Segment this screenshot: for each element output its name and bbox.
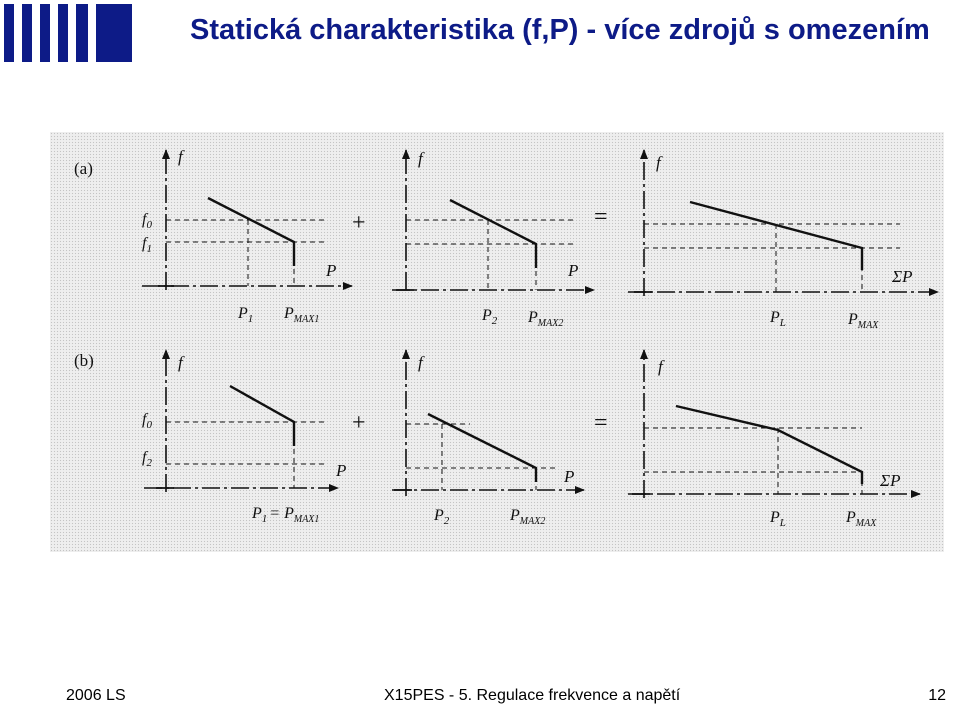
- f2-label: $f_2$: [142, 449, 152, 469]
- pmax-label: $P_{MAX}$: [846, 509, 877, 529]
- plus-sign-b: +: [352, 410, 366, 436]
- sum-p-axis-label: ΣP: [892, 267, 913, 286]
- panel-b-label: (b): [74, 351, 94, 370]
- p-axis-label: P: [336, 461, 347, 480]
- pl-label: $P_L$: [770, 509, 786, 529]
- equals-sign-b: =: [594, 410, 608, 436]
- f-axis-label: f: [658, 357, 663, 376]
- f-axis-label: f: [178, 147, 183, 166]
- p2-label: $P_2$: [482, 307, 498, 327]
- characteristic-2: [450, 200, 536, 268]
- pmax2-label: $P_{MAX2}$: [510, 507, 546, 527]
- f-axis-label: f: [418, 149, 423, 168]
- pl-label: $P_L$: [770, 309, 786, 329]
- characteristic-1: [230, 386, 294, 446]
- logo: [4, 4, 134, 62]
- graph-a2: [392, 150, 594, 290]
- slide-title: Statická charakteristika (f,P) - více zdrojů s omezením: [190, 14, 930, 46]
- p1-label: $P_1$: [238, 305, 254, 325]
- graph-b1: [144, 350, 338, 492]
- f0-label: $f_0$: [142, 211, 152, 231]
- panel-a-label: (a): [74, 159, 93, 178]
- p1-equals-pmax1-label: $P_1 = P_{MAX1}$: [252, 505, 320, 525]
- f-axis-label: f: [656, 153, 661, 172]
- page-number: 12: [928, 687, 946, 704]
- characteristics-figure: [50, 132, 944, 552]
- f-axis-label: f: [178, 353, 183, 372]
- graph-a1: [142, 150, 352, 290]
- equals-sign-a: =: [594, 204, 608, 230]
- sum-p-axis-label: ΣP: [880, 471, 901, 490]
- characteristics-diagram: [50, 132, 944, 552]
- pmax-label: $P_{MAX}$: [848, 311, 879, 331]
- f0-label: $f_0$: [142, 411, 152, 431]
- p-axis-label: P: [326, 261, 337, 280]
- footer-year: 2006 LS: [66, 687, 126, 704]
- p-axis-label: P: [564, 467, 575, 486]
- p2-label: $P_2$: [434, 507, 450, 527]
- pmax1-label: $P_{MAX1}$: [284, 305, 320, 325]
- f1-label: $f_1$: [142, 235, 152, 255]
- p-axis-label: P: [568, 261, 579, 280]
- pmax2-label: $P_{MAX2}$: [528, 309, 564, 329]
- plus-sign-a: +: [352, 210, 366, 236]
- f-axis-label: f: [418, 353, 423, 372]
- graph-b3: [628, 350, 920, 498]
- characteristic-1: [208, 198, 294, 266]
- footer-course: X15PES - 5. Regulace frekvence a napětí: [384, 687, 681, 704]
